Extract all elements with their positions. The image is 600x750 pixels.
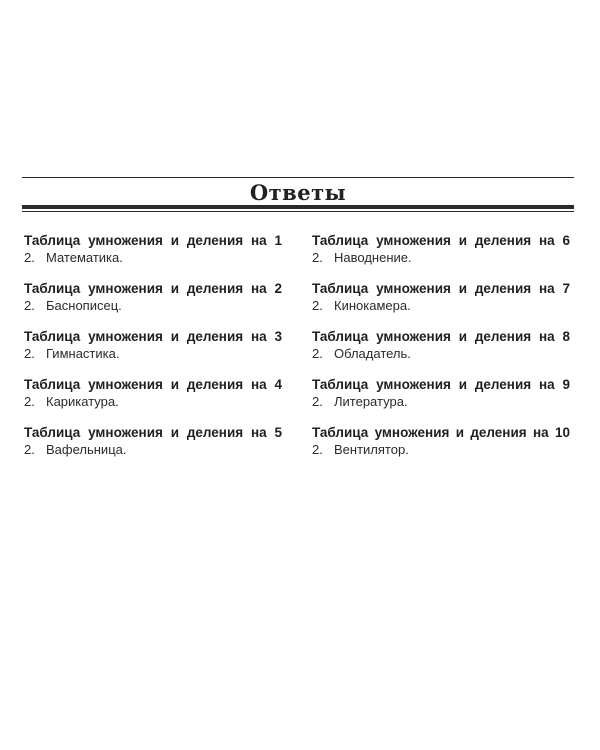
answer-entry [312,376,570,424]
answer-line [312,345,570,362]
heading-word: деления [186,281,244,296]
heading-word: умножения [88,233,163,248]
table-number: 9 [562,377,570,392]
answer-entry [312,328,570,376]
page-title: Ответы [249,180,347,205]
entry-heading [312,280,570,297]
heading-word: на [538,281,555,296]
heading-word: умножения [374,425,450,440]
heading-word: деления [186,233,244,248]
heading-word: Таблица [24,425,81,440]
heading-word: и [170,281,179,296]
answer-text: Математика. [46,250,123,265]
answer-line [24,249,282,266]
heading-word: на [532,425,549,440]
heading-word: на [250,329,267,344]
heading-word: умножения [88,425,163,440]
heading-word: и [458,377,467,392]
heading-word: умножения [376,281,451,296]
answer-text: Обладатель. [334,346,411,361]
entry-heading [24,280,282,297]
answers-column-right [312,232,570,472]
heading-word: Таблица [24,233,81,248]
heading-word: Таблица [312,329,369,344]
answer-line [312,441,570,458]
answer-line [24,297,282,314]
answer-entry [312,424,570,472]
answer-text: Карикатура. [46,394,119,409]
heading-word: на [250,377,267,392]
answer-text: Гимнастика. [46,346,120,361]
heading-word: деления [186,425,244,440]
answer-number: 2. [312,298,323,313]
heading-word: Таблица [312,425,369,440]
answer-entry [24,328,282,376]
answer-entry [312,280,570,328]
answer-number: 2. [24,298,35,313]
heading-word: и [458,233,467,248]
table-number: 5 [274,425,282,440]
table-number: 4 [274,377,282,392]
heading-word: деления [474,281,532,296]
answer-number: 2. [24,442,35,457]
heading-word: деления [186,377,244,392]
answer-entry [312,232,570,280]
title-bottom-thin-rule [22,211,574,212]
entry-heading [312,376,570,393]
heading-word: деления [470,425,527,440]
answer-text: Кинокамера. [334,298,411,313]
answer-entry [24,232,282,280]
heading-word: и [170,425,179,440]
heading-word: деления [474,377,532,392]
answer-number: 2. [312,442,323,457]
answer-line [312,297,570,314]
answer-entry [24,280,282,328]
answer-text: Вафельница. [46,442,127,457]
entry-heading [312,424,570,441]
answer-text: Вентилятор. [334,442,409,457]
table-number: 6 [562,233,570,248]
heading-word: на [250,281,267,296]
table-number: 2 [274,281,282,296]
heading-word: Таблица [312,233,369,248]
answer-number: 2. [24,346,35,361]
table-number: 8 [562,329,570,344]
heading-word: Таблица [24,281,81,296]
heading-word: Таблица [24,377,81,392]
entry-heading [24,376,282,393]
entry-heading [24,328,282,345]
table-number: 10 [554,425,570,440]
answer-entry [24,424,282,472]
heading-word: и [170,233,179,248]
heading-word: Таблица [312,377,369,392]
answer-line [24,345,282,362]
answer-line [312,393,570,410]
heading-word: и [170,377,179,392]
heading-word: и [458,329,467,344]
answer-text: Литература. [334,394,408,409]
answer-entry [24,376,282,424]
entry-heading [24,232,282,249]
answer-line [24,441,282,458]
answer-line [312,249,570,266]
heading-word: умножения [376,233,451,248]
heading-word: умножения [376,377,451,392]
entry-heading [312,328,570,345]
answer-number: 2. [24,394,35,409]
table-number: 3 [274,329,282,344]
answer-text: Баснописец. [46,298,122,313]
heading-word: умножения [88,329,163,344]
title-bottom-thick-rule [22,205,574,209]
heading-word: на [538,377,555,392]
heading-word: и [170,329,179,344]
heading-word: Таблица [24,329,81,344]
answer-line [24,393,282,410]
heading-word: деления [474,329,532,344]
heading-word: и [455,425,464,440]
heading-word: умножения [88,281,163,296]
heading-word: на [538,329,555,344]
heading-word: и [458,281,467,296]
table-number: 1 [274,233,282,248]
answer-number: 2. [312,250,323,265]
heading-word: умножения [88,377,163,392]
heading-word: Таблица [312,281,369,296]
entry-heading [312,232,570,249]
answer-number: 2. [312,394,323,409]
answer-number: 2. [24,250,35,265]
heading-word: деления [186,329,244,344]
answer-text: Наводнение. [334,250,412,265]
answers-column-left [24,232,282,472]
table-number: 7 [562,281,570,296]
heading-word: на [250,233,267,248]
heading-word: деления [474,233,532,248]
heading-word: на [250,425,267,440]
title-top-rule [22,177,574,178]
heading-word: на [538,233,555,248]
entry-heading [24,424,282,441]
heading-word: умножения [376,329,451,344]
answer-number: 2. [312,346,323,361]
